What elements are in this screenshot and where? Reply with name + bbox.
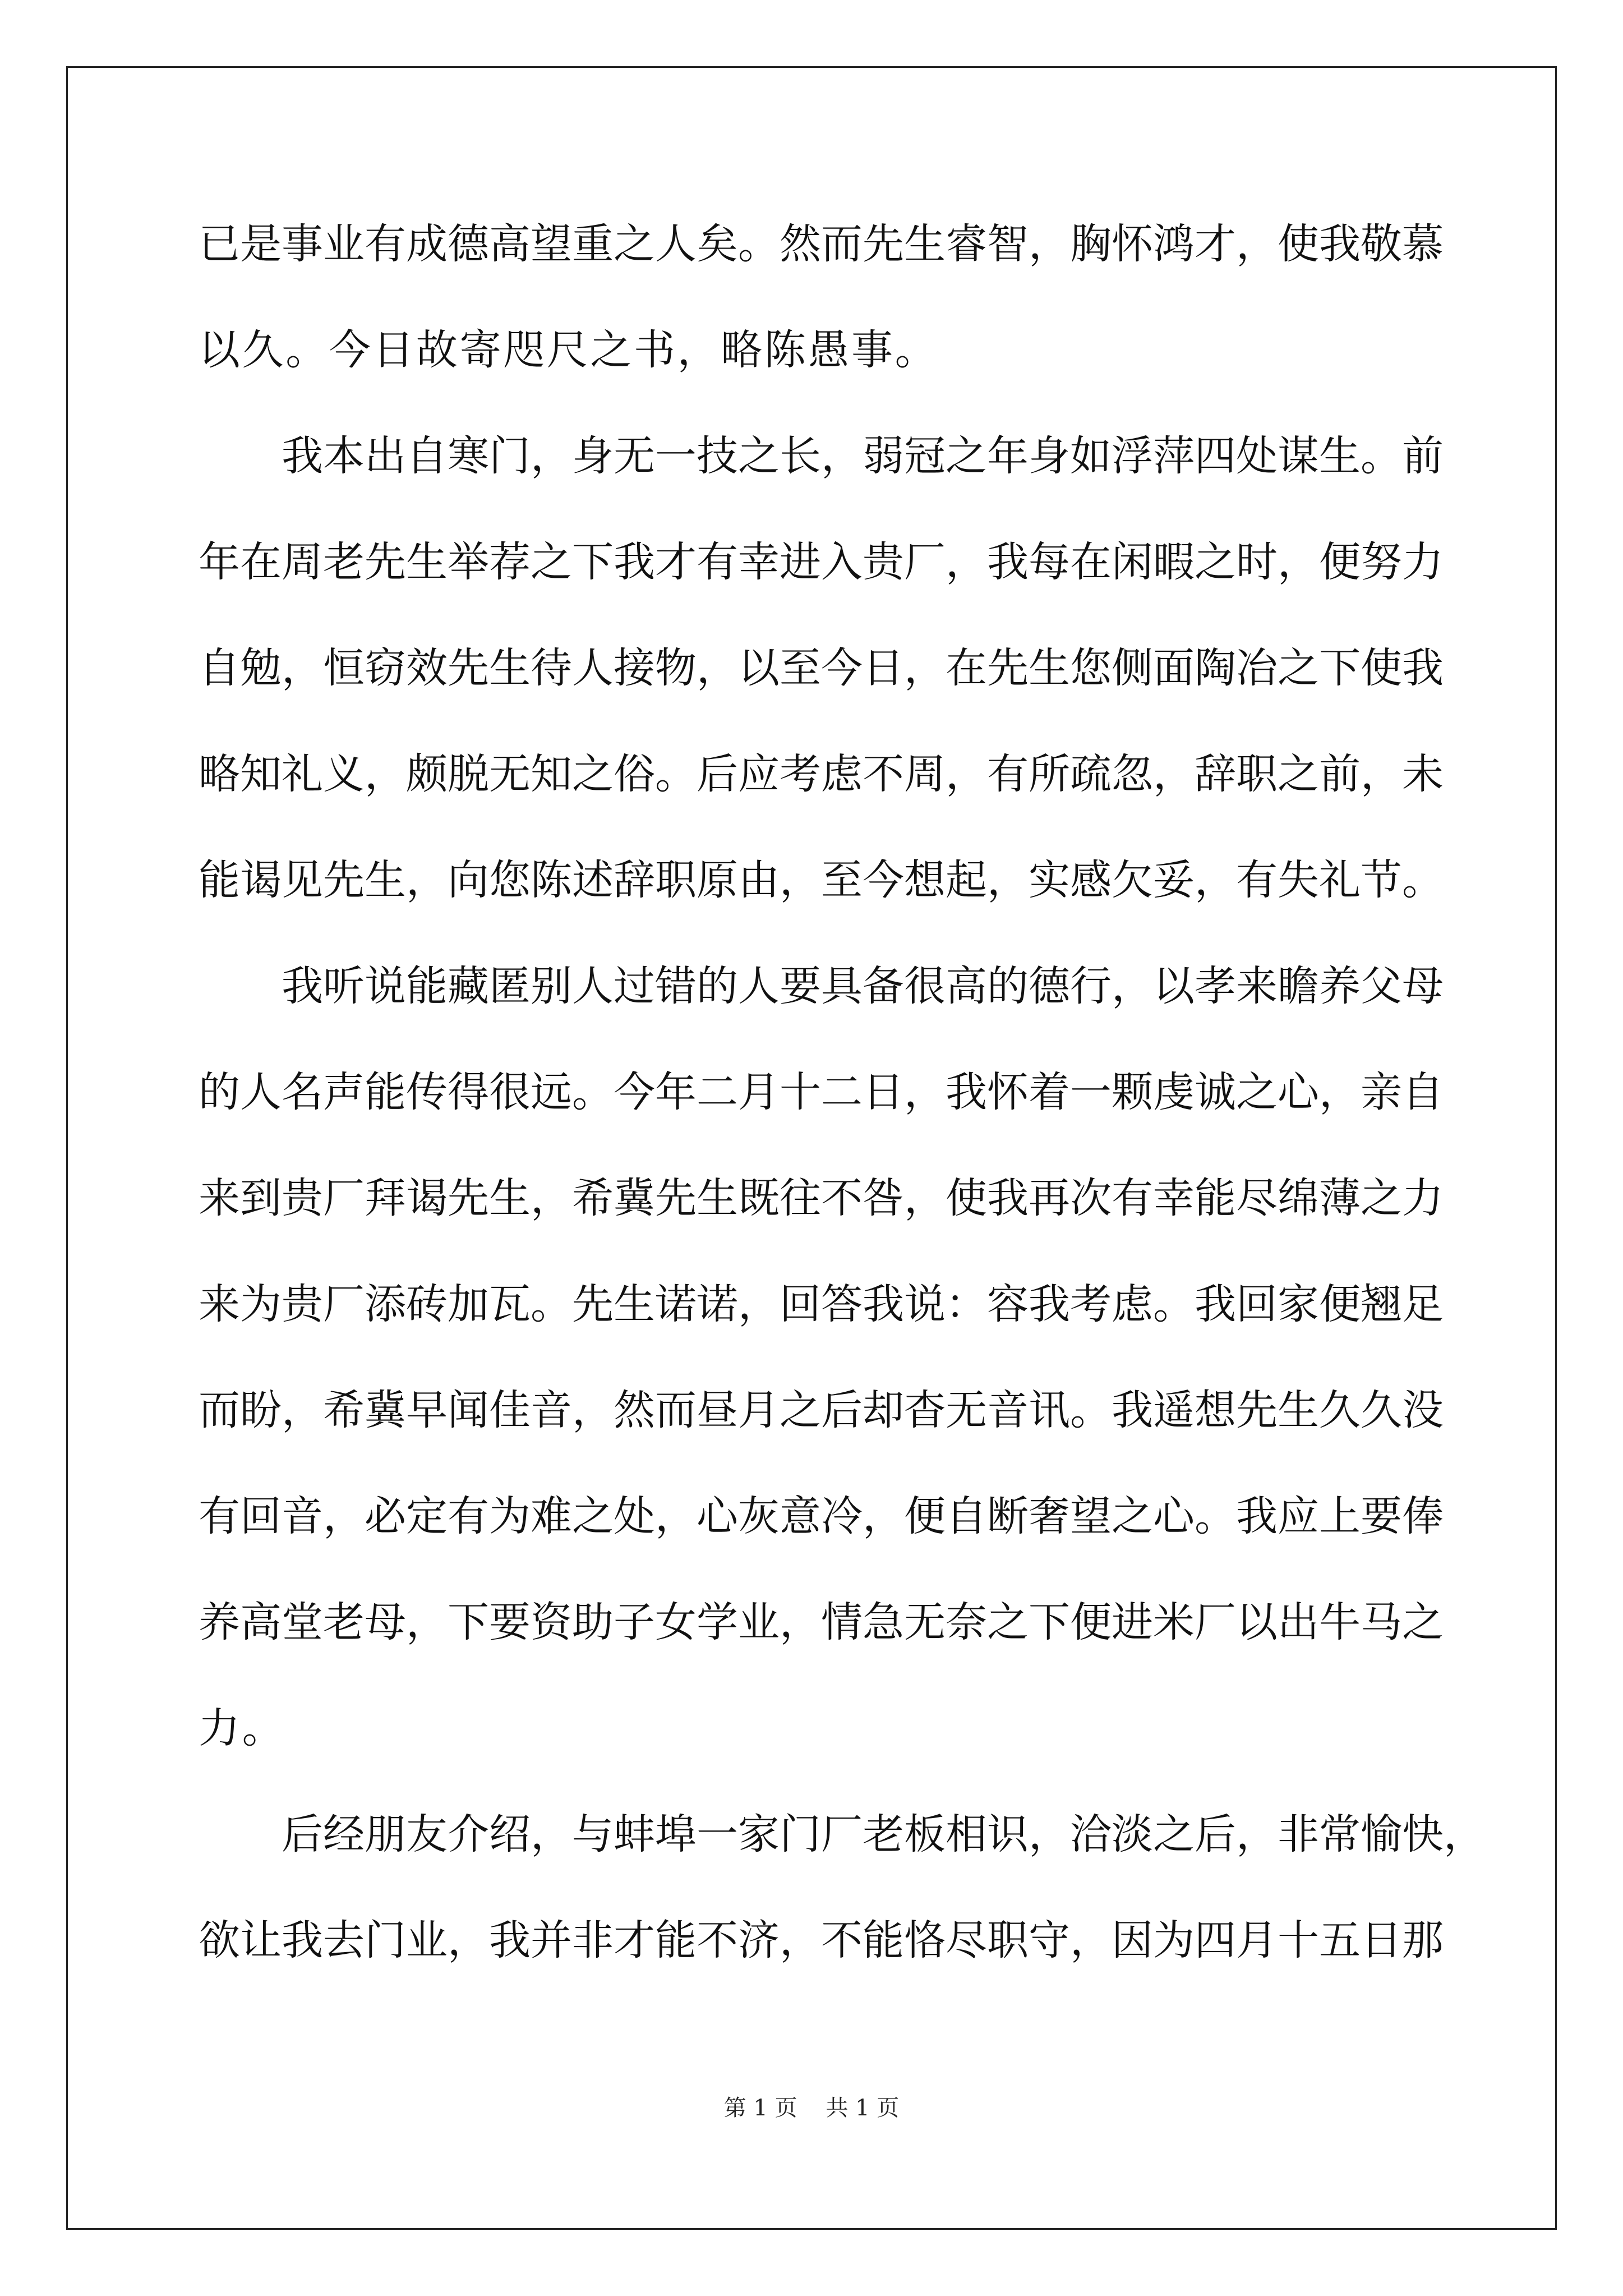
text-line: 的人名声能传得很远。今年二月十二日，我怀着一颗虔诚之心，亲自 <box>199 1068 1444 1116</box>
text-line: 欲让我去门业，我并非才能不济，不能恪尽职守，因为四月十五日那 <box>199 1916 1444 1964</box>
paragraph-first-line: 后经朋友介绍，与蚌埠一家门厂老板相识，洽淡之后，非常愉快， <box>282 1810 1485 1858</box>
text-line: 有回音，必定有为难之处，心灰意冷，便自断奢望之心。我应上要俸 <box>199 1492 1444 1540</box>
page-number-footer: 第 1 页 共 1 页 <box>723 2095 900 2121</box>
text-line: 力。 <box>199 1704 286 1752</box>
text-line: 已是事业有成德高望重之人矣。然而先生睿智，胸怀鸿才，使我敬慕 <box>199 220 1444 268</box>
paragraph-first-line: 我听说能藏匿别人过错的人要具备很高的德行，以孝来瞻养父母 <box>282 962 1444 1010</box>
text-line: 年在周老先生举荐之下我才有幸进入贵厂，我每在闲暇之时，便努力 <box>199 538 1444 586</box>
text-line: 来到贵厂拜谒先生，希冀先生既往不咎，使我再次有幸能尽绵薄之力 <box>199 1174 1444 1222</box>
text-line: 来为贵厂添砖加瓦。先生诺诺，回答我说：容我考虑。我回家便翘足 <box>199 1280 1444 1328</box>
text-line: 养高堂老母，下要资助子女学业，情急无奈之下便进米厂以出牛马之 <box>199 1598 1444 1646</box>
paragraph-first-line: 我本出自寒门，身无一技之长，弱冠之年身如浮萍四处谋生。前 <box>282 432 1444 480</box>
text-line: 能谒见先生，向您陈述辞职原由，至今想起，实感欠妥，有失礼节。 <box>199 856 1444 904</box>
text-line: 自勉，恒窃效先生待人接物，以至今日，在先生您侧面陶冶之下使我 <box>199 644 1444 692</box>
text-line: 略知礼义，颇脱无知之俗。后应考虑不周，有所疏忽，辞职之前，未 <box>199 750 1444 798</box>
text-line: 而盼，希冀早闻佳音，然而昼月之后却杳无音讯。我遥想先生久久没 <box>199 1386 1444 1434</box>
text-line: 以久。今日故寄咫尺之书，略陈愚事。 <box>199 326 939 374</box>
document-body <box>199 220 1485 2026</box>
